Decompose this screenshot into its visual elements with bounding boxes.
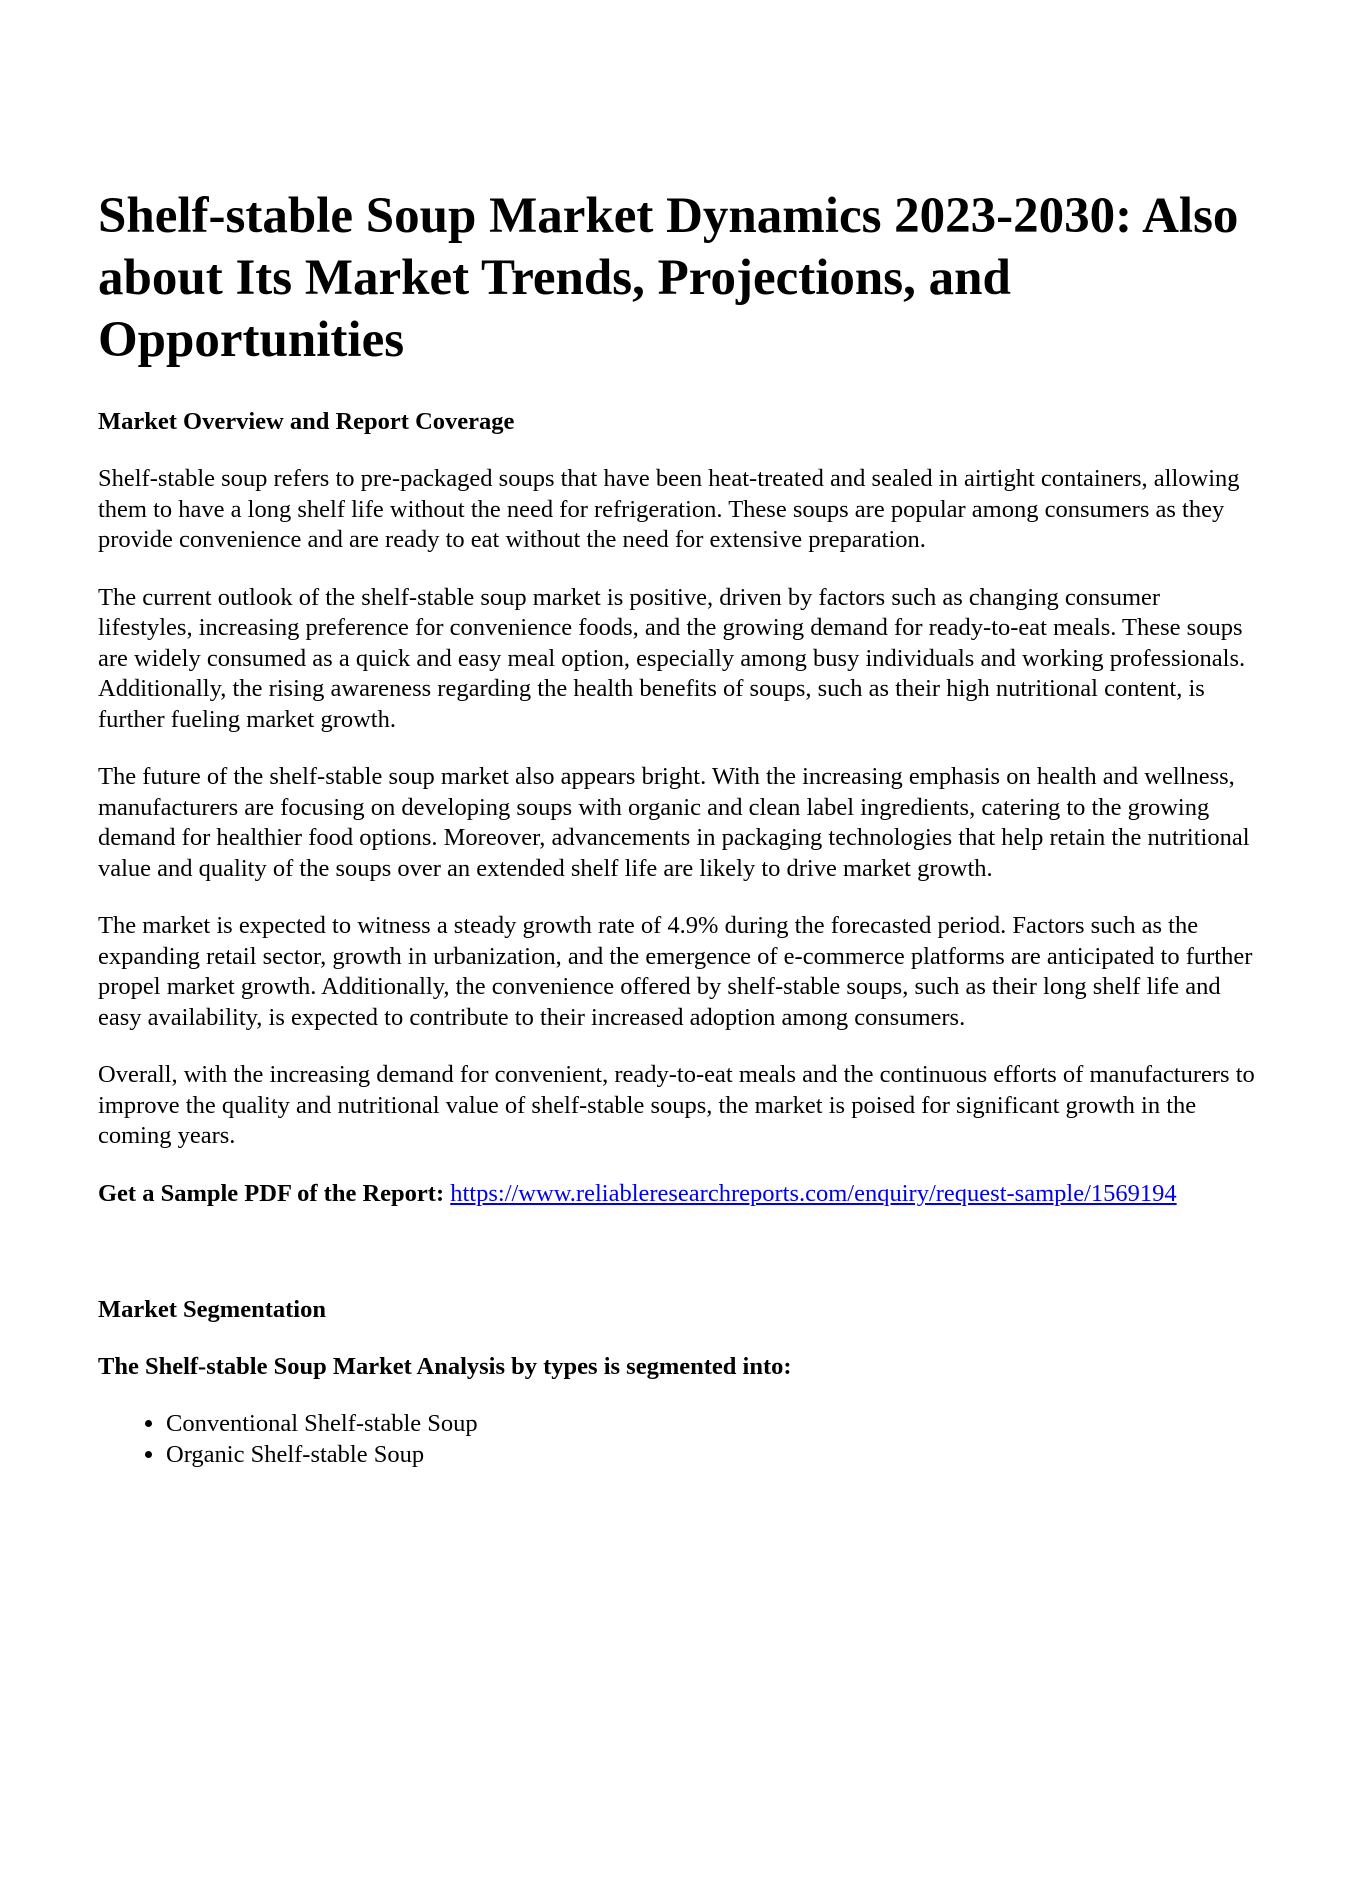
market-overview-section [98,407,1258,1209]
document-page [98,185,1258,1470]
list-item: • Conventional Shelf-stable Soup [166,1409,1258,1440]
sample-pdf-line [98,1179,1258,1210]
market-segmentation-heading: Market Segmentation [98,1296,326,1323]
overview-paragraph-current-outlook: The current outlook of the shelf-stable soup market is positive, driven by factors such as changing consumer lifestyles, increasing preference for convenience foods, and the growing demand for ready-to-eat meals. These soups are widely consumed as a quick and easy meal option, especially among busy individuals and working professionals. Additionally, the rising awareness regarding the health benefits of soups, such as their high nutritional content, is further fueling market growth. [98,583,1246,733]
types-segmentation-heading: The Shelf-stable Soup Market Analysis by types is segmented into: [98,1353,792,1380]
market-overview-heading: Market Overview and Report Coverage [98,408,515,435]
types-list [98,1409,1258,1470]
page-title: Shelf-stable Soup Market Dynamics 2023-2030: Also about Its Market Trends, Projections, and Opportunities [98,188,1239,368]
overview-paragraph-future-outlook: The future of the shelf-stable soup market also appears bright. With the increasing emphasis on health and wellness, manufacturers are focusing on developing soups with organic and clean label ingredients, catering to the growing demand for healthier food options. Moreover, advancements in packaging technologies that help retain the nutritional value and quality of the soups over an extended shelf life are likely to drive market growth. [98,763,1250,882]
sample-pdf-link[interactable]: https://www.reliableresearchreports.com/enquiry/request-sample/1569194 [450,1179,1177,1207]
section-spacer [98,1209,1258,1295]
overview-paragraph-definition: Shelf-stable soup refers to pre-packaged soups that have been heat-treated and sealed in airtight containers, allowing them to have a long shelf life without the need for refrigeration. These soups are popular among consumers as they provide convenience and are ready to eat without the need for extensive preparation. [98,465,1240,553]
market-segmentation-section [98,1295,1258,1470]
sample-pdf-label: Get a Sample PDF of the Report: [98,1179,445,1207]
overview-paragraph-conclusion: Overall, with the increasing demand for convenient, ready-to-eat meals and the continuous efforts of manufacturers to improve the quality and nutritional value of shelf-stable soups, the market is poised for significant growth in the coming years. [98,1061,1255,1149]
list-item: • Organic Shelf-stable Soup [166,1440,1258,1471]
overview-paragraph-growth-rate: The market is expected to witness a steady growth rate of 4.9% during the forecasted period. Factors such as the expanding retail sector, growth in urbanization, and the emergence of e-commerce platforms are anticipated to further propel market growth. Additionally, the convenience offered by shelf-stable soups, such as their long shelf life and easy availability, is expected to contribute to their increased adoption among consumers. [98,912,1253,1031]
